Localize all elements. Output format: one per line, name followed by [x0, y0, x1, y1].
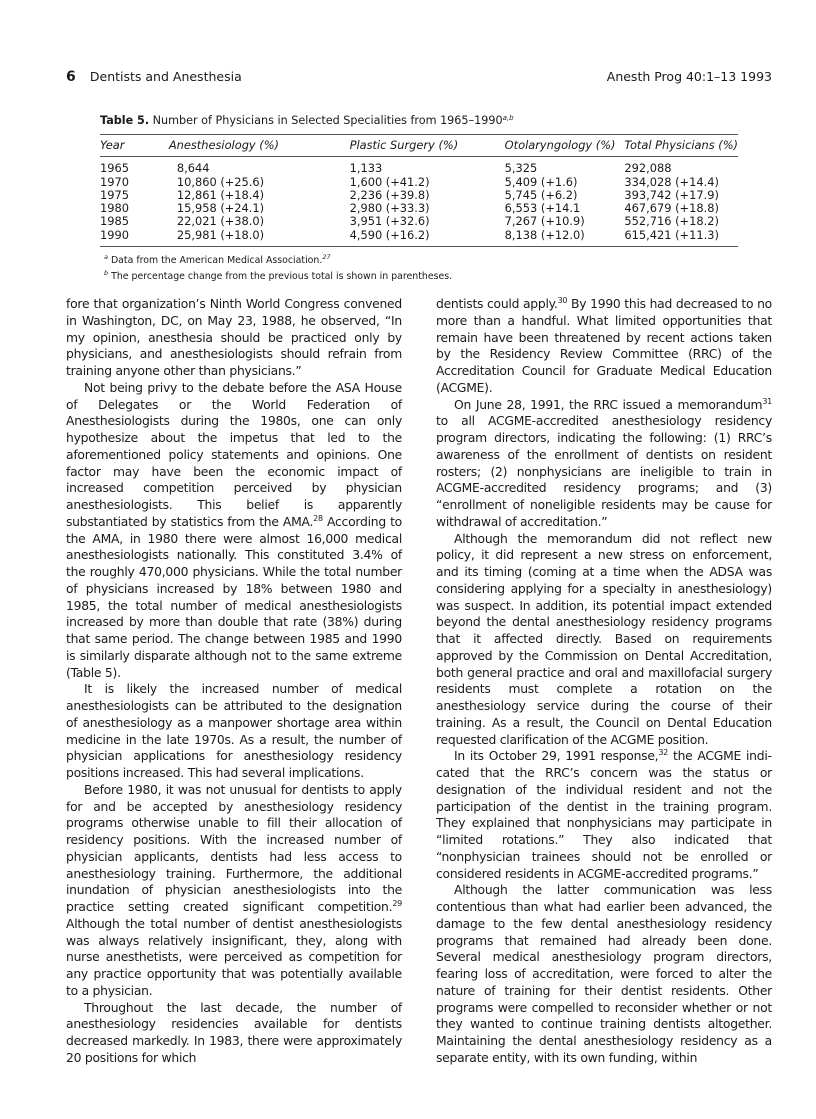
paragraph-text: In its October 29, 1991 response,	[454, 749, 659, 764]
cell-plastic-surgery: 1,600 (+41.2)	[349, 174, 430, 189]
reference-number: 27	[322, 253, 331, 262]
column-header-anesthesiology: Anesthesiology (%)	[163, 135, 336, 157]
table-row	[100, 157, 738, 176]
cell-anesthesiology: 8,644	[176, 161, 210, 176]
cell-year: 1985	[100, 214, 129, 229]
table-footnote-marks: a,b	[502, 114, 514, 122]
paragraph-text: It is likely the increased number of medical anesthesiologists can be attributed to the designation of anesthesiology as a manpower shortage area within medicine in the late 1970s. As a result, the number of physician applications for anesthesiology residency positions increased. This had several implications.	[66, 682, 402, 780]
paragraph	[436, 748, 772, 882]
cell-otolaryngology: 5,409 (+1.6)	[504, 174, 578, 189]
paragraph-text: Throughout the last decade, the number of anesthesiology residencies available for dentists decreased markedly. In 1983, there were approximately 20 positions for which	[66, 1000, 402, 1065]
body-column-right	[436, 296, 772, 1067]
cell-anesthesiology: 12,861 (+18.4)	[176, 187, 265, 202]
table-row	[100, 229, 738, 247]
table-row	[100, 176, 738, 189]
table-label: Table 5.	[100, 114, 150, 127]
paragraph-text: According to the AMA, in 1980 there were almost 16,000 medical anesthesiologists nationally. This constituted 3.4% of the roughly 470,000 physicians. While the total number of physicians increased by 18% between 1980 and 1985, the total number of medical anesthesiologists increased by more than double that rate (38%) during that same period. The change between 1985 and 1990 is similarly disparate although not to the same extreme (Table 5).	[66, 514, 402, 680]
running-title: Dentists and Anesthesia	[89, 69, 242, 84]
cell-otolaryngology: 8,138 (+12.0)	[479, 229, 619, 247]
paragraph-text: Although the latter communication was less contentious than what had earlier been advanced, the damage to the few dental anesthesiology residency programs that remained had already been done. Several medical anesthesiology program directors, fearing loss of accreditation, were forced to alter the nature of training for their dentist residents. Other programs were compelled to reconsider whether or not they wanted to continue training dentists altogether. Maintaining the dental anesthesiology residency as a separate entity, with its own funding, within	[436, 883, 772, 1065]
table-5	[100, 114, 738, 285]
paragraph-text: Although the memorandum did not reflect new policy, it did represent a new stress on enforcement, and its timing (coming at a time when the ADSA was considering applying for a specialty in anesthesiology) was suspect. In addition, its potential impact extended beyond the dental anesthesiology residency programs that it affected directly. Based on requirements approved by the Commission on Dental Accreditation, both general practice and oral and maxillofacial surgery residents must complete a rotation on the anesthesiology service during the course of their training. As a result, the Council on Dental Education requested clarification of the ACGME position.	[436, 531, 772, 747]
footnote-text: The percentage change from the previous total is shown in parentheses.	[108, 271, 453, 283]
footnote-mark: b	[104, 269, 109, 278]
paragraph-text: to all ACGME-accredited anesthesiology residency program directors, indicating the following: (1) RRC’s awareness of the enrollment of dentists on resident rosters; (2) nonphysicians are ineligible to train in ACGME-accredited residency programs; and (3) “enrollment of noneligible residents may be cause for withdrawal of accreditation.”	[436, 414, 772, 529]
cell-total: 292,088	[624, 161, 672, 176]
cell-year: 1970	[100, 174, 129, 189]
paragraph-text: By 1990 this had decreased to no more than a handful. What limited opportunities that remain have been threatened by recent actions taken by the Residency Review Committee (RRC) of the Accreditation Council for Graduate Medical Education (ACGME).	[436, 297, 772, 395]
column-header-year: Year	[100, 135, 163, 157]
reference-number: 30	[557, 296, 568, 305]
table-row	[100, 202, 738, 215]
paragraph-text: the ACGME indicated that the RRC’s concern was the status or designation of the individual resident and not the participation of the dentist in the training program. They explained that nonphysicians may participate in “limited rotations.” They also indicated that “nonphysician trainees should not be enrolled or considered residents in ACGME-accredited programs.”	[436, 749, 772, 881]
cell-otolaryngology: 6,553 (+14.1	[504, 201, 581, 216]
cell-year: 1965	[100, 161, 129, 176]
table-header-row	[100, 135, 738, 157]
paragraph-text: On June 28, 1991, the RRC issued a memorandum	[454, 397, 763, 412]
cell-year: 1975	[100, 187, 129, 202]
table-footnote-a	[100, 253, 738, 269]
cell-total: 615,421 (+11.3)	[618, 229, 738, 247]
cell-plastic-surgery: 2,236 (+39.8)	[349, 187, 430, 202]
paragraph	[436, 882, 772, 1066]
column-header-otolaryngology: Otolaryngology (%)	[479, 135, 619, 157]
paragraph	[66, 1000, 402, 1067]
paragraph	[436, 397, 772, 531]
paragraph-text: dentists could apply.	[436, 297, 558, 311]
running-head	[66, 68, 772, 86]
table-title: Number of Physicians in Selected Specialities from 1965–1990	[149, 114, 503, 127]
cell-otolaryngology: 7,267 (+10.9)	[504, 214, 585, 229]
cell-total: 552,716 (+18.2)	[624, 214, 719, 229]
cell-year: 1990	[100, 229, 163, 247]
footnote-text: Data from the American Medical Association.	[107, 255, 323, 267]
cell-total: 334,028 (+14.4)	[624, 174, 719, 189]
paragraph	[66, 782, 402, 1000]
paragraph-text: Before 1980, it was not unusual for dentists to apply for and be accepted by anesthesiology residency programs otherwise unable to fill their allocation of residency positions. With the increased number of physician applicants, dentists had less access to anesthesiology training. Furthermore, the additional inundation of physician anesthesiologists into the practice setting created significant competition.	[66, 782, 402, 914]
paragraph-text: Not being privy to the debate before the ASA House of Delegates or the World Federation of Anesthesiologists during the 1980s, one can only hypothesize about the impetus that led to the aforementioned policy statements and opinions. One factor may have been the economic impact of increased competition perceived by physician anesthesiologists. This belief is apparently substantiated by statistics from the AMA.	[66, 380, 402, 529]
paragraph	[66, 380, 402, 682]
cell-anesthesiology: 15,958 (+24.1)	[176, 201, 265, 216]
table-footnotes	[100, 253, 738, 285]
journal-citation: Anesth Prog 40:1–13 1993	[606, 69, 772, 84]
paragraph	[66, 296, 402, 380]
reference-number: 28	[313, 513, 323, 523]
reference-number: 31	[762, 396, 772, 406]
cell-year: 1980	[100, 201, 129, 216]
table-row	[100, 215, 738, 228]
column-header-plastic-surgery: Plastic Surgery (%)	[336, 135, 479, 157]
cell-otolaryngology: 5,325	[504, 161, 538, 176]
reference-number: 32	[658, 748, 669, 758]
footnote-mark: a	[104, 253, 108, 262]
paragraph	[436, 296, 772, 397]
table-row	[100, 189, 738, 202]
page-number: 6	[66, 69, 76, 85]
paragraph-text: Although the total number of dentist anesthesiologists was always relatively insignificant, they, along with nurse anesthetists, were perceived as competition for any practice opportunity that was potentially available to a physician.	[66, 916, 402, 998]
cell-anesthesiology: 25,981 (+18.0)	[163, 229, 336, 247]
column-header-total-physicians: Total Physicians (%)	[618, 135, 738, 157]
paragraph	[436, 531, 772, 749]
cell-otolaryngology: 5,745 (+6.2)	[504, 187, 578, 202]
cell-anesthesiology: 10,860 (+25.6)	[176, 174, 265, 189]
body-column-left	[66, 296, 402, 1067]
paragraph-text: fore that organization’s Ninth World Congress convened in Washington, DC, on May 23, 1988, he observed, “In my opinion, anesthesia should be practiced only by physicians, and anesthesiologists should refrain from training anyone other than physicians.”	[66, 297, 402, 378]
table-footnote-b	[100, 269, 738, 285]
cell-total: 467,679 (+18.8)	[624, 201, 719, 216]
cell-plastic-surgery: 2,980 (+33.3)	[349, 201, 430, 216]
reference-number: 29	[392, 899, 402, 908]
cell-plastic-surgery: 4,590 (+16.2)	[336, 229, 479, 247]
cell-plastic-surgery: 3,951 (+32.6)	[349, 214, 430, 229]
paragraph	[66, 681, 402, 782]
table-caption	[100, 114, 738, 128]
physicians-table	[100, 134, 738, 247]
cell-anesthesiology: 22,021 (+38.0)	[176, 214, 265, 229]
cell-total: 393,742 (+17.9)	[624, 187, 719, 202]
cell-plastic-surgery: 1,133	[349, 161, 383, 176]
